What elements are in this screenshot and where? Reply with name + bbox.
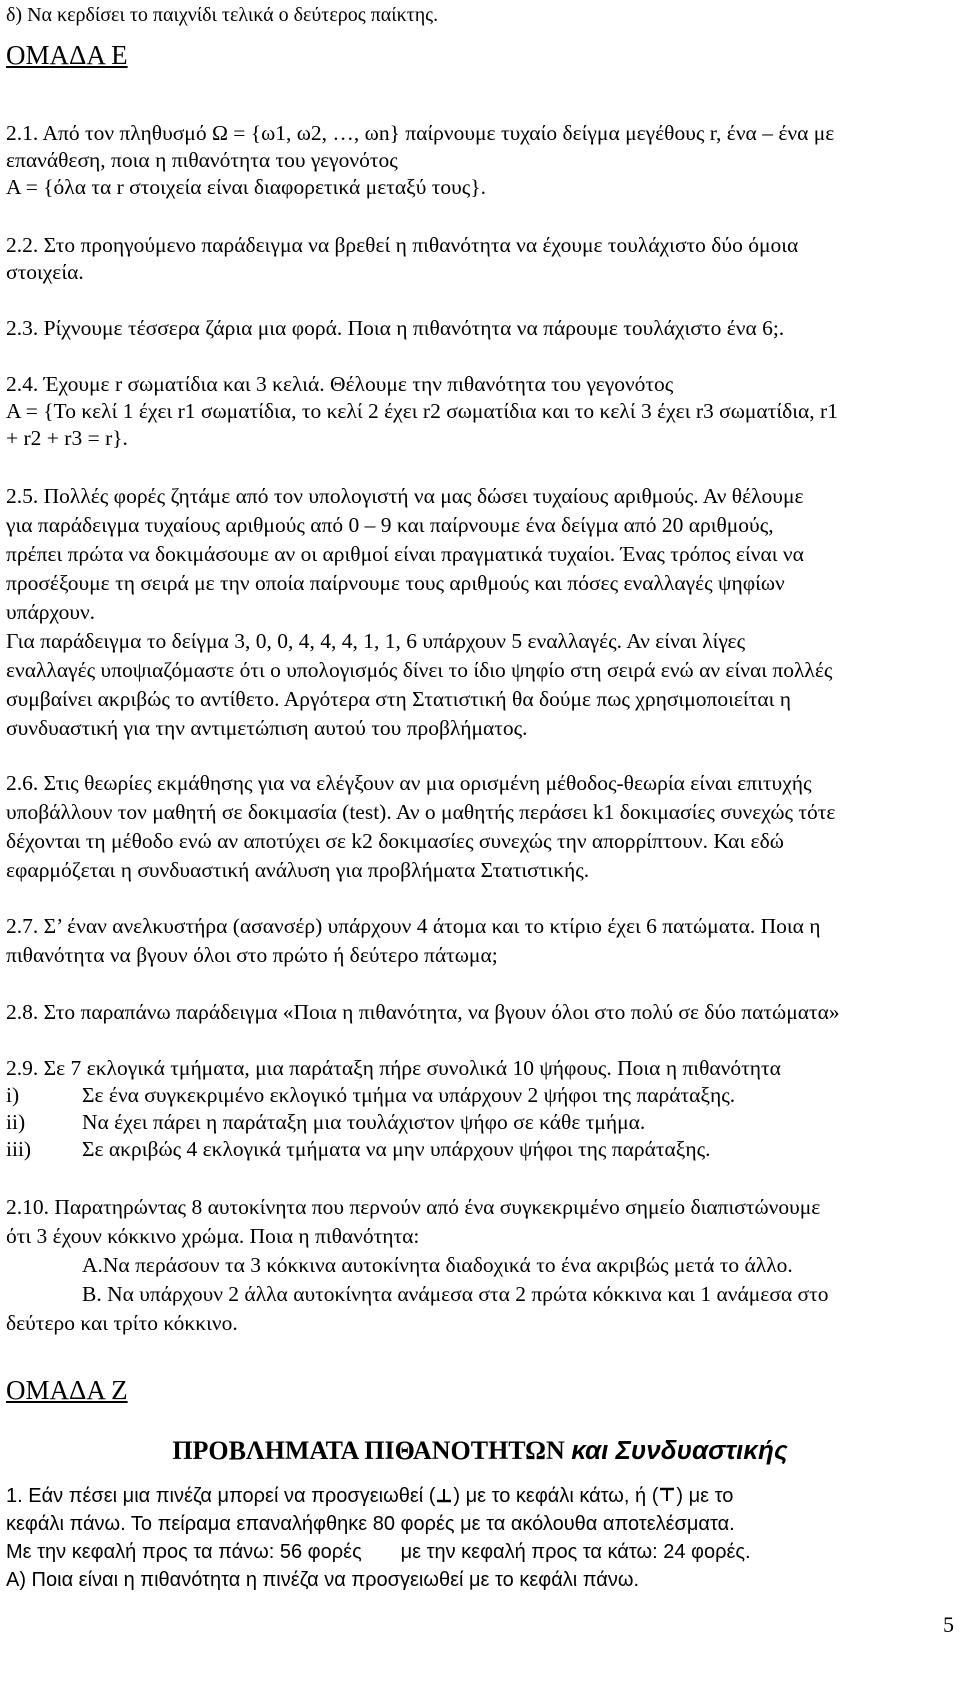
ex-2-7-line1: 2.7. Σ’ έναν ανελκυστήρα (ασανσέρ) υπάρχουν 4 άτομα και το κτίριο έχει 6 πατώματα. Ποια η: [6, 914, 821, 938]
ex-2-1-line2: επανάθεση, ποια η πιθανότητα του γεγονότος: [6, 148, 398, 172]
problems-title-main: ΠΡΟΒΛΗΜΑΤΑ ΠΙΘΑΝΟΤΗΤΩΝ: [172, 1436, 565, 1465]
ex-2-5-line4: προσέξουμε τη σειρά με την οποία παίρνουμε τους αριθμούς και πόσες εναλλαγές ψηφίων: [6, 571, 785, 595]
intro-line: δ) Να κερδίσει το παιχνίδι τελικά ο δεύτερος παίκτης.: [6, 4, 439, 26]
ex-2-8: 2.8. Στο παραπάνω παράδειγμα «Ποια η πιθανότητα, να βγουν όλοι στο πολύ σε δύο πατώματα»: [6, 1000, 840, 1024]
ex-2-4-line1: 2.4. Έχουμε r σωματίδια και 3 κελιά. Θέλουμε την πιθανότητα του γεγονότος: [6, 372, 674, 396]
ex-2-2-line2: στοιχεία.: [6, 260, 84, 284]
ex-2-9-item-text: Σε ακριβώς 4 εκλογικά τμήματα να μην υπάρχουν ψήφοι της παράταξης.: [82, 1137, 711, 1161]
ex-2-5-line1: 2.5. Πολλές φορές ζητάμε από τον υπολογιστή να μας δώσει τυχαίους αριθμούς. Αν θέλουμε: [6, 484, 804, 508]
ex-2-1-line3: Α = {όλα τα r στοιχεία είναι διαφορετικά μεταξύ τους}.: [6, 175, 486, 199]
ex-2-9-line1: 2.9. Σε 7 εκλογικά τμήματα, μια παράταξη πήρε συνολικά 10 ψήφους. Ποια η πιθανότητα: [6, 1056, 781, 1080]
problem-1-text-c: ) με το: [676, 1485, 734, 1507]
ex-2-5-line9: συνδυαστική για την αντιμετώπιση αυτού του προβλήματος.: [6, 716, 528, 740]
ex-2-6-line4: εφαρμόζεται η συνδυαστική ανάλυση για προβλήματα Στατιστικής.: [6, 858, 590, 882]
ex-2-5-line3: πρέπει πρώτα να δοκιμάσουμε αν οι αριθμοί είναι πραγματικά τυχαίοι. Ένας τρόπος είναι να: [6, 542, 804, 566]
ex-2-3: 2.3. Ρίχνουμε τέσσερα ζάρια μια φορά. Ποια η πιθανότητα να πάρουμε τουλάχιστο ένα 6;.: [6, 316, 785, 340]
ex-2-4-line3: + r2 + r3 = r}.: [6, 426, 128, 450]
ex-2-1-line1: 2.1. Από τον πληθυσμό Ω = {ω1, ω2, …, ωn} παίρνουμε τυχαίο δείγμα μεγέθους r, ένα – ένα με: [6, 121, 835, 145]
ex-2-10-line5: δεύτερο και τρίτο κόκκινο.: [6, 1311, 238, 1335]
problem-1-text-a: 1. Εάν πέσει μια πινέζα μπορεί να προσγειωθεί (: [6, 1485, 436, 1507]
pin-head-up-icon: [658, 1486, 676, 1504]
section-z-heading: ΟΜΑΔΑ Ζ: [6, 1375, 128, 1405]
problem-1-text-b: ) με το κεφάλι κάτω, ή (: [453, 1485, 659, 1507]
ex-2-9-item-text: Να έχει πάρει η παράταξη μια τουλάχιστον ψήφο σε κάθε τμήμα.: [82, 1110, 646, 1134]
ex-2-5-line2: για παράδειγμα τυχαίους αριθμούς από 0 – 9 και παίρνουμε ένα δείγμα από 20 αριθμούς,: [6, 513, 774, 537]
ex-2-5-line6: Για παράδειγμα το δείγμα 3, 0, 0, 4, 4, 4, 1, 1, 6 υπάρχουν 5 εναλλαγές. Αν είναι λίγες: [6, 629, 746, 653]
problems-title-sub: και Συνδυαστικής: [571, 1435, 788, 1465]
problem-1-line1: [6, 1485, 733, 1508]
ex-2-7-line2: πιθανότητα να βγουν όλοι στο πρώτο ή δεύτερο πάτωμα;: [6, 943, 498, 967]
ex-2-9-item-label: iii): [6, 1137, 32, 1161]
ex-2-2-line1: 2.2. Στο προηγούμενο παράδειγμα να βρεθεί η πιθανότητα να έχουμε τουλάχιστο δύο όμοια: [6, 233, 799, 257]
ex-2-6-line3: δέχονται τη μέθοδο ενώ αν αποτύχει σε k2 δοκιμασίες συνεχώς την απορρίπτουν. Και εδώ: [6, 829, 784, 853]
section-e-heading: ΟΜΑΔΑ Ε: [6, 40, 128, 70]
ex-2-5-line7: εναλλαγές υποψιαζόμαστε ότι ο υπολογισμός δίνει το ίδιο ψηφίο στη σειρά ενώ αν είναι πολλές: [6, 658, 833, 682]
ex-2-9-item-text: Σε ένα συγκεκριμένο εκλογικό τμήμα να υπάρχουν 2 ψήφοι της παράταξης.: [82, 1083, 736, 1107]
problem-1-line4: Α) Ποια είναι η πιθανότητα η πινέζα να προσγειωθεί με το κεφάλι πάνω.: [6, 1569, 640, 1591]
ex-2-10-line4: Β. Να υπάρχουν 2 άλλα αυτοκίνητα ανάμεσα στα 2 πρώτα κόκκινα και 1 ανάμεσα στο: [82, 1282, 829, 1306]
problems-title: [0, 1435, 960, 1466]
ex-2-6-line2: υποβάλλουν τον μαθητή σε δοκιμασία (test). Αν ο μαθητής περάσει k1 δοκιμασίες συνεχώς τότε: [6, 800, 836, 824]
problem-1-line3: Με την κεφαλή προς τα πάνω: 56 φορές με την κεφαλή προς τα κάτω: 24 φορές.: [6, 1541, 751, 1563]
pin-head-down-icon: [435, 1486, 453, 1504]
ex-2-10-line3: Α.Να περάσουν τα 3 κόκκινα αυτοκίνητα διαδοχικά το ένα ακριβώς μετά το άλλο.: [82, 1253, 793, 1277]
ex-2-4-line2: Α = {Το κελί 1 έχει r1 σωματίδια, το κελί 2 έχει r2 σωματίδια και το κελί 3 έχει r3 σωματίδια, r1: [6, 399, 838, 423]
ex-2-9-item-label: i): [6, 1083, 20, 1107]
ex-2-10-line1: 2.10. Παρατηρώντας 8 αυτοκίνητα που περνούν από ένα συγκεκριμένο σημείο διαπιστώνουμε: [6, 1195, 821, 1219]
page-number: 5: [943, 1612, 954, 1637]
ex-2-6-line1: 2.6. Στις θεωρίες εκμάθησης για να ελέγξουν αν μια ορισμένη μέθοδος-θεωρία είναι επιτυχής: [6, 771, 812, 795]
ex-2-10-line2: ότι 3 έχουν κόκκινο χρώμα. Ποια η πιθανότητα:: [6, 1224, 420, 1248]
ex-2-5-line5: υπάρχουν.: [6, 600, 96, 624]
ex-2-5-line8: συμβαίνει ακριβώς το αντίθετο. Αργότερα στη Στατιστική θα δούμε πως χρησιμοποιείται η: [6, 687, 791, 711]
ex-2-9-item-label: ii): [6, 1110, 26, 1134]
problem-1-line2: κεφάλι πάνω. Το πείραμα επαναλήφθηκε 80 φορές με τα ακόλουθα αποτελέσματα.: [6, 1513, 735, 1535]
